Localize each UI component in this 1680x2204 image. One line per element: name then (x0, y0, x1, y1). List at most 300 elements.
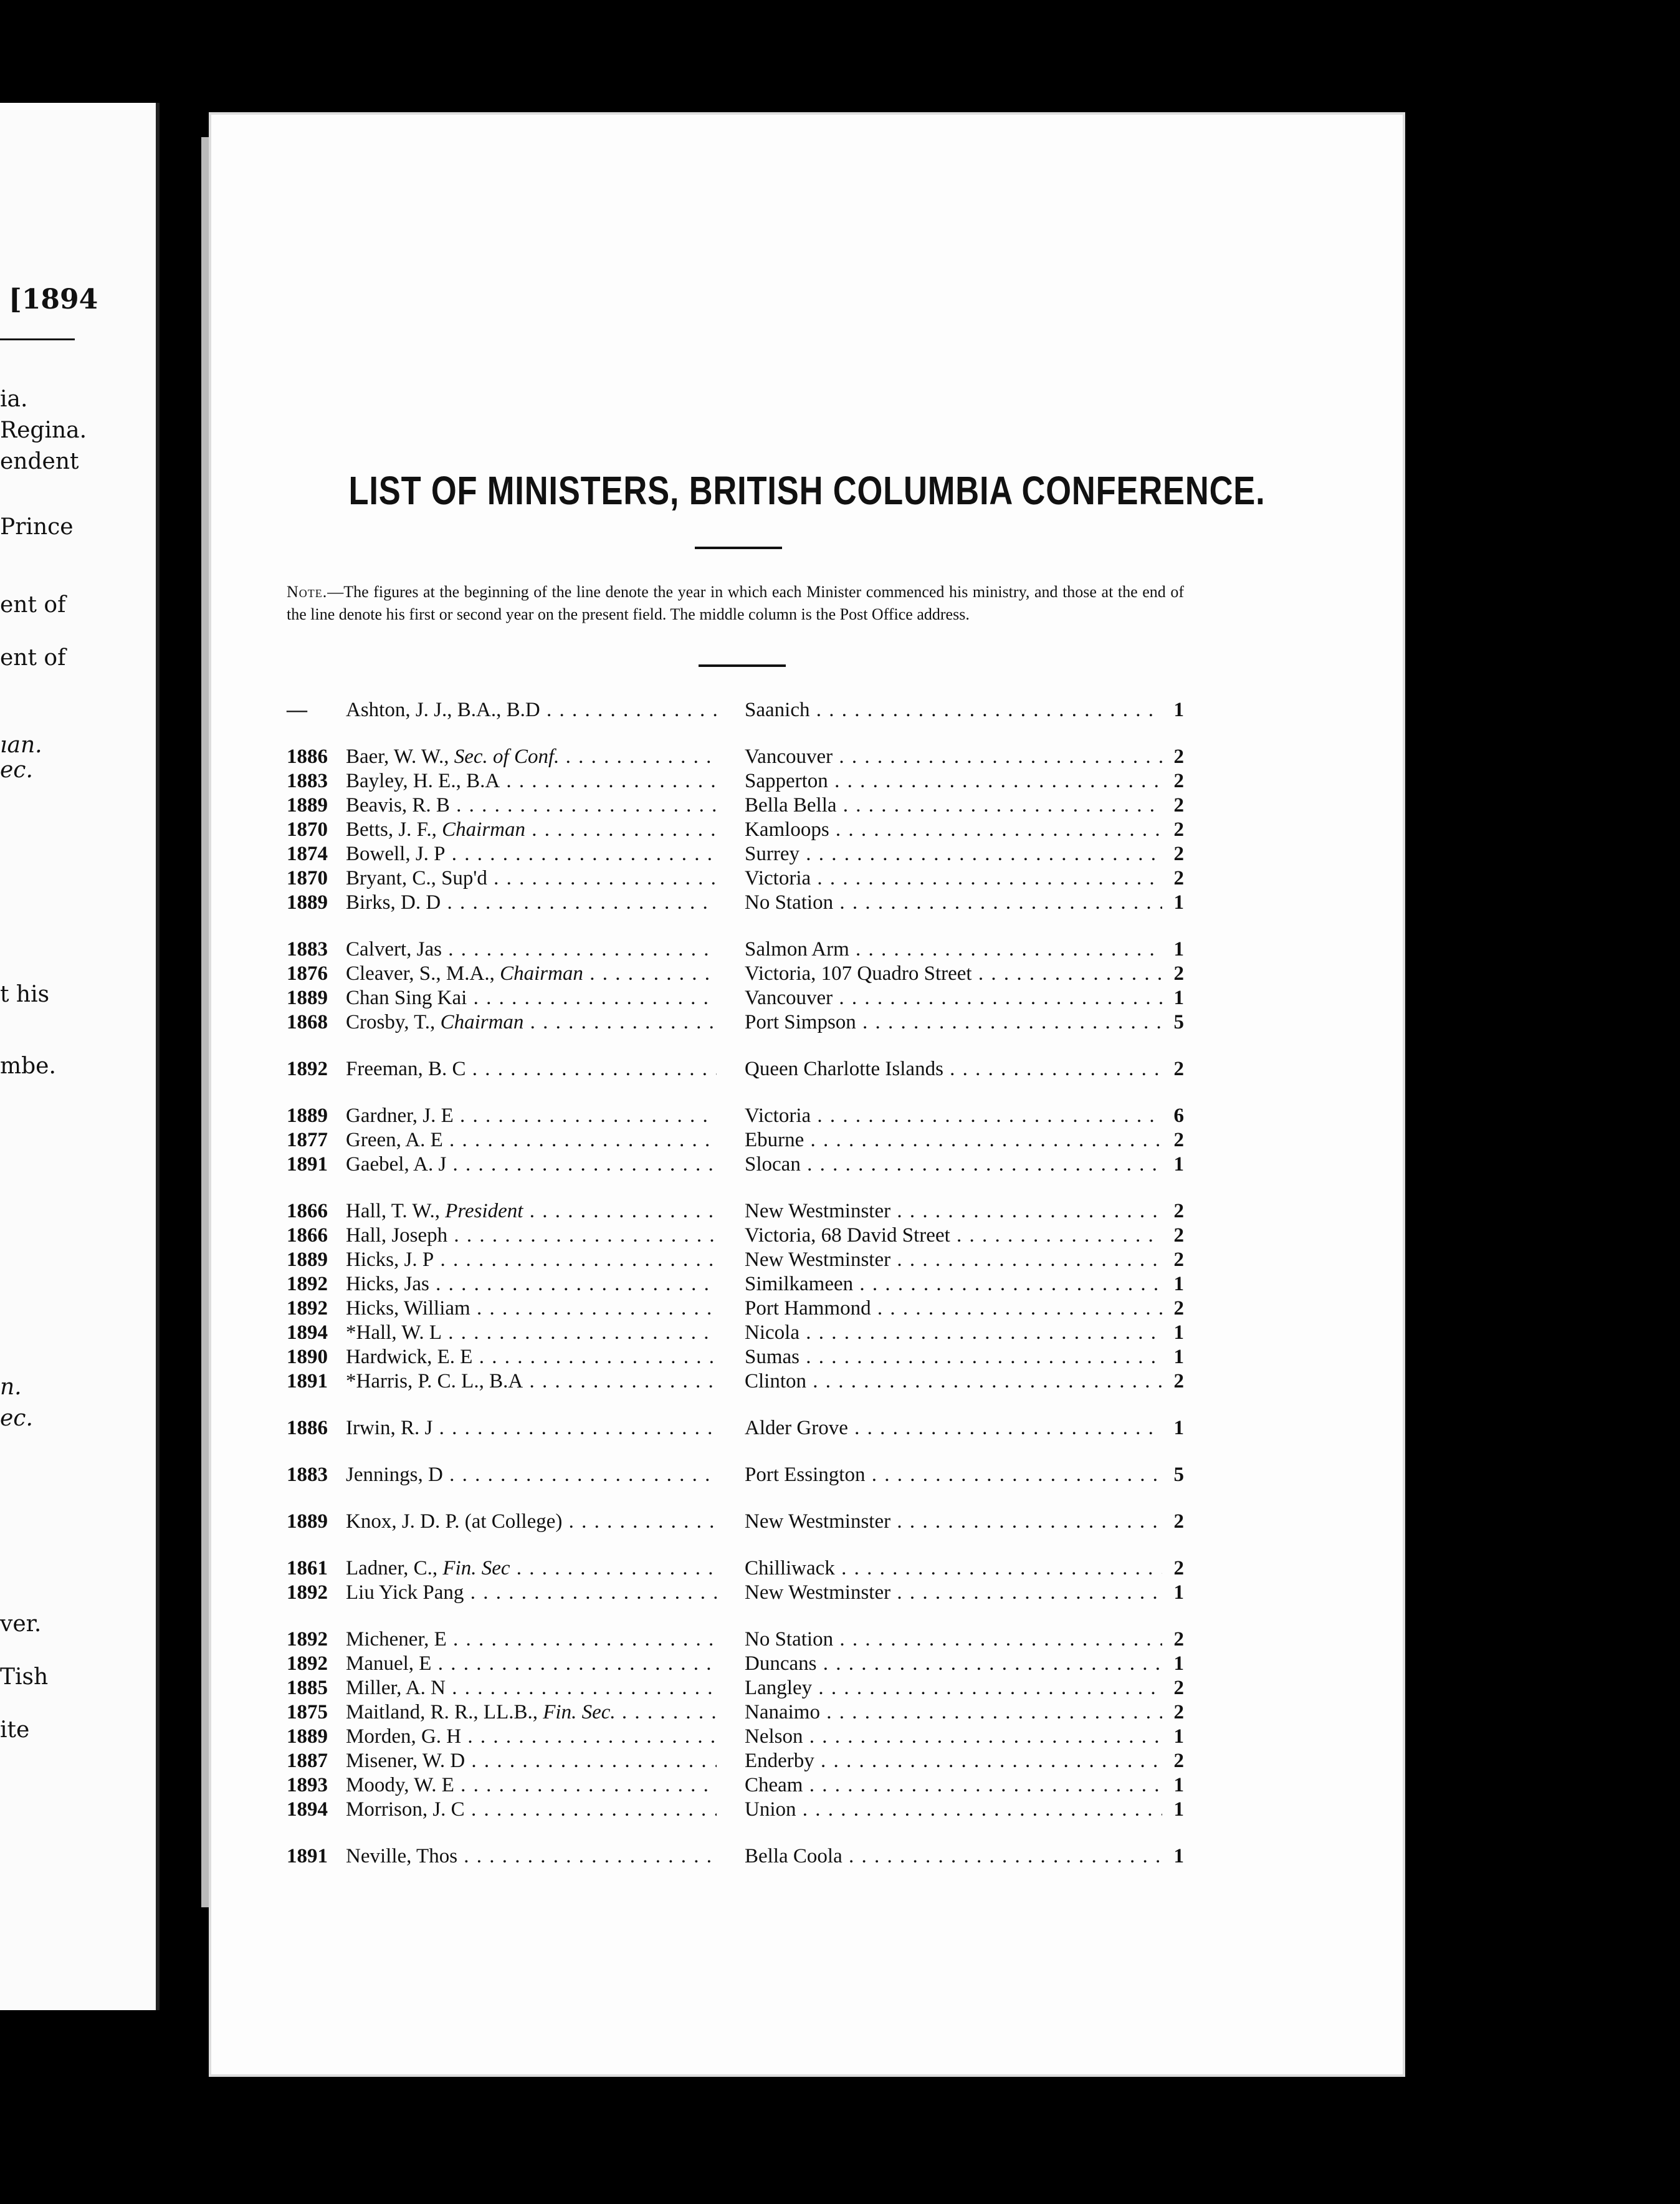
minister-group (287, 1556, 1184, 1605)
minister-name (346, 1556, 717, 1581)
year-on-field: 1 (1173, 938, 1184, 961)
minister-row (287, 1224, 1184, 1248)
ministry-start-year: 1889 (287, 1510, 328, 1533)
minister-row (287, 1700, 1184, 1725)
minister-name-text: Irwin, R. J (346, 1417, 433, 1439)
ministry-start-year: 1883 (287, 938, 328, 961)
post-office-address (745, 1725, 1162, 1749)
post-office-address-text: Surrey (745, 843, 799, 865)
year-on-field: 1 (1173, 1581, 1184, 1604)
year-on-field: 2 (1173, 1058, 1184, 1080)
minister-name-text: Gaebel, A. J (346, 1153, 447, 1176)
minister-row (287, 1773, 1184, 1798)
minister-name (346, 1057, 717, 1081)
previous-page-fragment: Tish (0, 1664, 49, 1690)
post-office-address (745, 1152, 1162, 1177)
ministry-start-year: 1868 (287, 1011, 328, 1033)
year-on-field: 2 (1173, 1370, 1184, 1392)
minister-group (287, 1199, 1184, 1394)
year-on-field: 2 (1173, 1750, 1184, 1772)
post-office-address (745, 1248, 1162, 1272)
post-office-address (745, 1104, 1162, 1128)
year-on-field: 2 (1173, 1248, 1184, 1271)
minister-name (346, 1199, 717, 1224)
minister-row (287, 1556, 1184, 1581)
note-paragraph (287, 581, 1184, 626)
ministry-start-year: 1883 (287, 770, 328, 792)
year-on-field: 2 (1173, 1224, 1184, 1247)
minister-name (346, 769, 717, 793)
previous-page-fragment: n. (0, 1374, 22, 1400)
ministry-start-year: 1892 (287, 1273, 328, 1295)
ministry-start-year: 1885 (287, 1677, 328, 1699)
minister-row (287, 1010, 1184, 1035)
post-office-address-text: Port Hammond (745, 1297, 871, 1320)
previous-page-fragment: ıan. (0, 732, 42, 758)
minister-row (287, 769, 1184, 793)
minister-row (287, 818, 1184, 842)
post-office-address-text: New Westminster (745, 1248, 891, 1271)
year-on-field: 1 (1173, 1845, 1184, 1867)
previous-page-fragment: Prince (0, 514, 74, 540)
minister-group (287, 1104, 1184, 1177)
ministry-start-year: 1891 (287, 1845, 328, 1867)
year-on-field: 2 (1173, 1557, 1184, 1579)
post-office-address-text: Duncans (745, 1652, 817, 1675)
post-office-address (745, 1700, 1162, 1725)
minister-name-text: Hicks, Jas (346, 1273, 429, 1295)
minister-group (287, 1510, 1184, 1534)
minister-row (287, 1296, 1184, 1321)
previous-page-fragment: mbe. (0, 1053, 56, 1079)
ministry-start-year: 1887 (287, 1750, 328, 1772)
ministry-start-year: 1861 (287, 1557, 328, 1579)
post-office-address-text: No Station (745, 891, 834, 914)
minister-name (346, 698, 717, 722)
minister-name (346, 1798, 717, 1822)
minister-row (287, 986, 1184, 1010)
minister-row (287, 1676, 1184, 1700)
post-office-address-text: Slocan (745, 1153, 801, 1176)
post-office-address (745, 745, 1162, 769)
minister-role: Chairman (440, 1011, 524, 1033)
ministry-start-year: 1889 (287, 1725, 328, 1748)
year-on-field: 2 (1173, 770, 1184, 792)
minister-name (346, 1627, 717, 1652)
minister-group (287, 1844, 1184, 1869)
minister-name-text: Morrison, J. C (346, 1798, 465, 1821)
minister-name (346, 1725, 717, 1749)
minister-name (346, 1010, 717, 1035)
ministry-start-year: 1889 (287, 891, 328, 914)
minister-role: Chairman (500, 962, 583, 985)
post-office-address-text: Bella Bella (745, 794, 837, 817)
post-office-address-text: Similkameen (745, 1273, 854, 1295)
minister-name-text: Knox, J. D. P. (at College) (346, 1510, 563, 1533)
year-on-field: 5 (1173, 1464, 1184, 1486)
post-office-address-text: Langley (745, 1677, 813, 1699)
minister-row (287, 1510, 1184, 1534)
minister-name (346, 1676, 717, 1700)
minister-name-text: Hall, T. W., (346, 1200, 440, 1222)
year-on-field: 1 (1173, 1417, 1184, 1439)
minister-row (287, 1199, 1184, 1224)
post-office-address (745, 793, 1162, 818)
previous-page-fragment: Regina. (0, 418, 87, 443)
post-office-address-text: Port Essington (745, 1464, 866, 1486)
post-office-address-text: Nanaimo (745, 1701, 820, 1723)
minister-name (346, 1152, 717, 1177)
post-office-address-text: Queen Charlotte Islands (745, 1058, 943, 1080)
post-office-address (745, 1844, 1162, 1869)
post-office-address (745, 1369, 1162, 1394)
minister-name (346, 1773, 717, 1798)
minister-name (346, 1652, 717, 1676)
minister-row (287, 1321, 1184, 1345)
minister-name (346, 1128, 717, 1152)
minister-name-text: Beavis, R. B (346, 794, 450, 817)
note-text: —The figures at the beginning of the line denote the year in which each Minister commenced his ministry, and those at the end of the line denote his first or second year on the present field. The middle column is the Post Office address. (287, 583, 1184, 623)
minister-name-text: Neville, Thos (346, 1845, 458, 1867)
year-on-field: 2 (1173, 867, 1184, 889)
minister-name (346, 1345, 717, 1369)
ministry-start-year: 1891 (287, 1370, 328, 1392)
previous-page-fragment: ent of (0, 592, 66, 618)
post-office-address-text: Sapperton (745, 770, 828, 792)
year-on-field: 2 (1173, 1129, 1184, 1151)
document-page (209, 112, 1405, 2077)
post-office-address (745, 1676, 1162, 1700)
minister-name (346, 1224, 717, 1248)
minister-name-text: Calvert, Jas (346, 938, 442, 961)
ministry-start-year: 1892 (287, 1297, 328, 1320)
minister-row (287, 1416, 1184, 1440)
ministry-start-year: 1870 (287, 818, 328, 841)
post-office-address (745, 1463, 1162, 1487)
minister-name-text: Betts, J. F., (346, 818, 437, 841)
minister-row (287, 842, 1184, 866)
post-office-address-text: Victoria, 68 David Street (745, 1224, 950, 1247)
minister-role: Fin. Sec (442, 1557, 510, 1579)
minister-group (287, 698, 1184, 722)
minister-row (287, 1581, 1184, 1605)
post-office-address (745, 1296, 1162, 1321)
post-office-address-text: Salmon Arm (745, 938, 849, 961)
minister-name-text: Baer, W. W., (346, 745, 449, 768)
minister-row (287, 1463, 1184, 1487)
year-on-field: 1 (1173, 1346, 1184, 1368)
minister-row (287, 698, 1184, 722)
minister-role: President (445, 1200, 523, 1222)
post-office-address (745, 1345, 1162, 1369)
minister-name-text: *Hall, W. L (346, 1321, 442, 1344)
ministry-start-year: 1875 (287, 1701, 328, 1723)
minister-name (346, 1321, 717, 1345)
minister-name-text: Birks, D. D (346, 891, 441, 914)
minister-row (287, 1128, 1184, 1152)
post-office-address (745, 1627, 1162, 1652)
ministry-start-year: 1886 (287, 745, 328, 768)
year-on-field: 2 (1173, 843, 1184, 865)
minister-name (346, 1700, 717, 1725)
minister-name (346, 962, 717, 986)
year-on-field: 2 (1173, 1510, 1184, 1533)
minister-row (287, 1844, 1184, 1869)
minister-name (346, 866, 717, 891)
post-office-address-text: Saanich (745, 699, 810, 721)
minister-name (346, 1104, 717, 1128)
minister-row (287, 1345, 1184, 1369)
minister-role: Chairman (442, 818, 525, 841)
minister-name-text: Freeman, B. C (346, 1058, 466, 1080)
year-on-field: 1 (1173, 1153, 1184, 1176)
year-on-field: 1 (1173, 1273, 1184, 1295)
previous-page-fragment: t his (0, 982, 50, 1007)
post-office-address-text: Chilliwack (745, 1557, 835, 1579)
minister-name-text: Jennings, D (346, 1464, 443, 1486)
minister-group (287, 1416, 1184, 1440)
page-title: LIST OF MINISTERS, BRITISH COLUMBIA CONFERENCE. (348, 468, 1266, 513)
post-office-address-text: New Westminster (745, 1200, 891, 1222)
ministry-start-year: 1883 (287, 1464, 328, 1486)
ministry-start-year: — (287, 699, 307, 721)
minister-name-text: Chan Sing Kai (346, 987, 467, 1009)
minister-role: Sec. of Conf. (454, 745, 560, 768)
minister-name-text: Cleaver, S., M.A., (346, 962, 495, 985)
post-office-address (745, 842, 1162, 866)
post-office-address-text: Clinton (745, 1370, 807, 1392)
post-office-address-text: Union (745, 1798, 796, 1821)
previous-page-fragment: ec. (0, 1406, 33, 1431)
minister-name (346, 937, 717, 962)
minister-row (287, 1798, 1184, 1822)
minister-row (287, 1272, 1184, 1296)
minister-name (346, 891, 717, 915)
ministry-start-year: 1866 (287, 1224, 328, 1247)
minister-name-text: Bayley, H. E., B.A (346, 770, 500, 792)
post-office-address (745, 1321, 1162, 1345)
post-office-address-text: New Westminster (745, 1581, 891, 1604)
minister-name (346, 1248, 717, 1272)
year-on-field: 1 (1173, 987, 1184, 1009)
minister-role: Fin. Sec. (543, 1701, 616, 1723)
minister-name (346, 1296, 717, 1321)
post-office-address-text: Nelson (745, 1725, 803, 1748)
minister-name (346, 793, 717, 818)
post-office-address (745, 698, 1162, 722)
minister-name-text: Michener, E (346, 1628, 447, 1651)
minister-name-text: Ashton, J. J., B.A., B.D (346, 699, 540, 721)
minister-group (287, 937, 1184, 1035)
minister-row (287, 1627, 1184, 1652)
minister-name (346, 1510, 717, 1534)
minister-row (287, 1104, 1184, 1128)
post-office-address (745, 1556, 1162, 1581)
year-on-field: 2 (1173, 962, 1184, 985)
minister-name-text: Hall, Joseph (346, 1224, 448, 1247)
year-on-field: 1 (1173, 1798, 1184, 1821)
minister-name-text: Ladner, C., (346, 1557, 438, 1579)
year-on-field: 2 (1173, 818, 1184, 841)
previous-page-fragment: ia. (0, 386, 28, 412)
previous-page-fragment: ver. (0, 1611, 42, 1637)
minister-name-text: Moody, W. E (346, 1774, 454, 1796)
minister-name-text: Bowell, J. P (346, 843, 446, 865)
ministry-start-year: 1894 (287, 1798, 328, 1821)
previous-page-fragment: ec. (0, 757, 33, 783)
minister-row (287, 891, 1184, 915)
minister-group (287, 1627, 1184, 1822)
minister-group (287, 1057, 1184, 1081)
previous-page-year: [1894 (9, 284, 98, 315)
ministry-start-year: 1874 (287, 843, 328, 865)
post-office-address-text: Victoria, 107 Quadro Street (745, 962, 972, 985)
year-on-field: 1 (1173, 1774, 1184, 1796)
post-office-address-text: Vancouver (745, 745, 833, 768)
year-on-field: 2 (1173, 794, 1184, 817)
previous-page-fragment: endent (0, 449, 79, 474)
post-office-address-text: Port Simpson (745, 1011, 856, 1033)
ministry-start-year: 1889 (287, 794, 328, 817)
post-office-address-text: Bella Coola (745, 1845, 842, 1867)
minister-name (346, 1749, 717, 1773)
minister-row (287, 793, 1184, 818)
year-on-field: 2 (1173, 1701, 1184, 1723)
year-on-field: 2 (1173, 1628, 1184, 1651)
minister-name-text: Bryant, C., Sup'd (346, 867, 487, 889)
minister-name-text: Hicks, J. P (346, 1248, 434, 1271)
minister-row (287, 866, 1184, 891)
minister-name-text: Green, A. E (346, 1129, 443, 1151)
ministry-start-year: 1889 (287, 1104, 328, 1127)
ministry-start-year: 1877 (287, 1129, 328, 1151)
post-office-address (745, 1581, 1162, 1605)
post-office-address (745, 866, 1162, 891)
minister-name (346, 818, 717, 842)
previous-page-fragment: ent of (0, 645, 66, 671)
post-office-address-text: Alder Grove (745, 1417, 848, 1439)
year-on-field: 1 (1173, 699, 1184, 721)
ministry-start-year: 1889 (287, 987, 328, 1009)
post-office-address (745, 769, 1162, 793)
post-office-address (745, 891, 1162, 915)
post-office-address (745, 1510, 1162, 1534)
title-rule (695, 547, 782, 549)
ministry-start-year: 1892 (287, 1628, 328, 1651)
minister-name (346, 1369, 717, 1394)
post-office-address (745, 818, 1162, 842)
minister-name (346, 1844, 717, 1869)
ministry-start-year: 1892 (287, 1581, 328, 1604)
ministry-start-year: 1889 (287, 1248, 328, 1271)
minister-name (346, 842, 717, 866)
year-on-field: 2 (1173, 1297, 1184, 1320)
year-on-field: 1 (1173, 1652, 1184, 1675)
minister-name-text: Morden, G. H (346, 1725, 462, 1748)
year-on-field: 1 (1173, 891, 1184, 914)
minister-group (287, 745, 1184, 915)
post-office-address (745, 1224, 1162, 1248)
ministry-start-year: 1870 (287, 867, 328, 889)
post-office-address (745, 937, 1162, 962)
minister-row (287, 1749, 1184, 1773)
previous-page-fragment: ite (0, 1717, 30, 1743)
minister-row (287, 1652, 1184, 1676)
year-on-field: 1 (1173, 1725, 1184, 1748)
minister-name-text: Manuel, E (346, 1652, 432, 1675)
year-on-field: 2 (1173, 745, 1184, 768)
ministry-start-year: 1876 (287, 962, 328, 985)
minister-name-text: Liu Yick Pang (346, 1581, 464, 1604)
minister-row (287, 1248, 1184, 1272)
post-office-address-text: Eburne (745, 1129, 804, 1151)
minister-name (346, 1463, 717, 1487)
post-office-address (745, 1128, 1162, 1152)
post-office-address-text: New Westminster (745, 1510, 891, 1533)
post-office-address (745, 1057, 1162, 1081)
minister-name-text: Misener, W. D (346, 1750, 465, 1772)
post-office-address (745, 986, 1162, 1010)
post-office-address-text: Enderby (745, 1750, 814, 1772)
minister-name-text: Miller, A. N (346, 1677, 446, 1699)
minister-name-text: Hardwick, E. E (346, 1346, 473, 1368)
post-office-address (745, 1773, 1162, 1798)
minister-name-text: Gardner, J. E (346, 1104, 454, 1127)
minister-row (287, 1725, 1184, 1749)
post-office-address-text: Kamloops (745, 818, 829, 841)
post-office-address (745, 1798, 1162, 1822)
post-office-address (745, 1010, 1162, 1035)
minister-name-text: Hicks, William (346, 1297, 470, 1320)
ministry-start-year: 1892 (287, 1058, 328, 1080)
year-on-field: 1 (1173, 1321, 1184, 1344)
year-on-field: 2 (1173, 1200, 1184, 1222)
year-on-field: 6 (1173, 1104, 1184, 1127)
post-office-address-text: Cheam (745, 1774, 803, 1796)
ministry-start-year: 1866 (287, 1200, 328, 1222)
ministry-start-year: 1892 (287, 1652, 328, 1675)
post-office-address-text: No Station (745, 1628, 834, 1651)
note-label: Note. (287, 583, 328, 601)
previous-page-rule (0, 338, 75, 340)
minister-name (346, 745, 717, 769)
ministry-start-year: 1891 (287, 1153, 328, 1176)
minister-row (287, 745, 1184, 769)
post-office-address (745, 962, 1162, 986)
post-office-address (745, 1749, 1162, 1773)
minister-name (346, 1272, 717, 1296)
minister-name (346, 1416, 717, 1440)
minister-name (346, 1581, 717, 1605)
post-office-address (745, 1199, 1162, 1224)
post-office-address (745, 1652, 1162, 1676)
minister-row (287, 1057, 1184, 1081)
minister-name-text: Maitland, R. R., LL.B., (346, 1701, 538, 1723)
post-office-address-text: Victoria (745, 1104, 811, 1127)
minister-row (287, 1369, 1184, 1394)
post-office-address (745, 1272, 1162, 1296)
minister-row (287, 937, 1184, 962)
minister-name-text: Crosby, T., (346, 1011, 436, 1033)
ministry-start-year: 1894 (287, 1321, 328, 1344)
post-office-address-text: Nicola (745, 1321, 799, 1344)
previous-page-edge (0, 103, 160, 2010)
post-office-address-text: Sumas (745, 1346, 800, 1368)
minister-list (287, 698, 1184, 1891)
minister-group (287, 1463, 1184, 1487)
post-office-address-text: Victoria (745, 867, 811, 889)
minister-row (287, 962, 1184, 986)
